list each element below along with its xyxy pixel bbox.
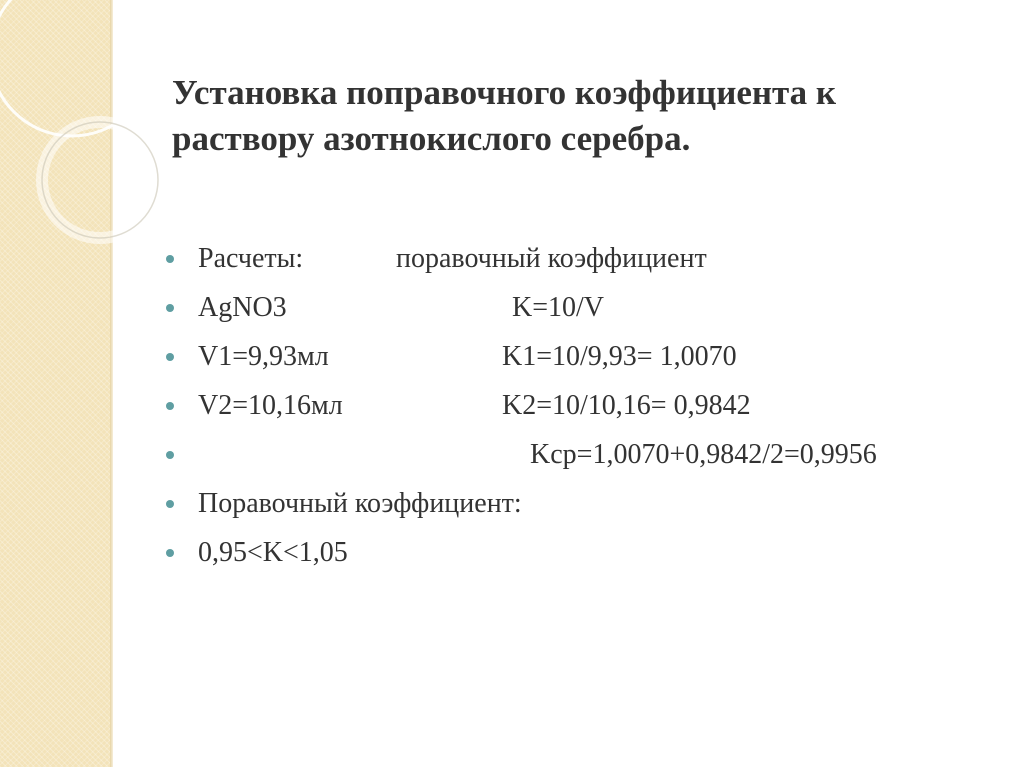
bullet-item: [166, 332, 986, 381]
bullet-label: Расчеты:: [198, 243, 304, 274]
bullet-value: поравочный коэффициент: [396, 243, 707, 274]
bullet-value: Kср=1,0070+0,9842/2=0,9956: [530, 439, 877, 470]
decorative-rings-icon: [0, 0, 160, 260]
bullet-item: [166, 381, 986, 430]
bullet-label: Поравочный коэффициент:: [198, 488, 522, 519]
bullet-dot-icon: [166, 500, 174, 508]
bullet-dot-icon: [166, 255, 174, 263]
bullet-label: V1=9,93мл: [198, 341, 329, 372]
bullet-value: K1=10/9,93= 1,0070: [502, 341, 737, 372]
bullet-label: V2=10,16мл: [198, 390, 343, 421]
slide-title: Установка поправочного коэффициента к раствору азотнокислого серебра.: [172, 73, 837, 158]
bullet-item: [166, 430, 986, 479]
bullet-label: AgNO3: [198, 292, 287, 323]
bullet-dot-icon: [166, 402, 174, 410]
bullet-value: K2=10/10,16= 0,9842: [502, 390, 751, 421]
bullet-dot-icon: [166, 451, 174, 459]
bullet-dot-icon: [166, 353, 174, 361]
bullet-item: [166, 234, 986, 283]
bullet-value: K=10/V: [512, 292, 605, 323]
bullet-item: [166, 528, 986, 577]
bullet-item: [166, 479, 986, 528]
bullet-list: [166, 234, 986, 577]
bullet-dot-icon: [166, 549, 174, 557]
bullet-dot-icon: [166, 304, 174, 312]
bullet-item: [166, 283, 986, 332]
bullet-label: 0,95<K<1,05: [198, 537, 348, 568]
